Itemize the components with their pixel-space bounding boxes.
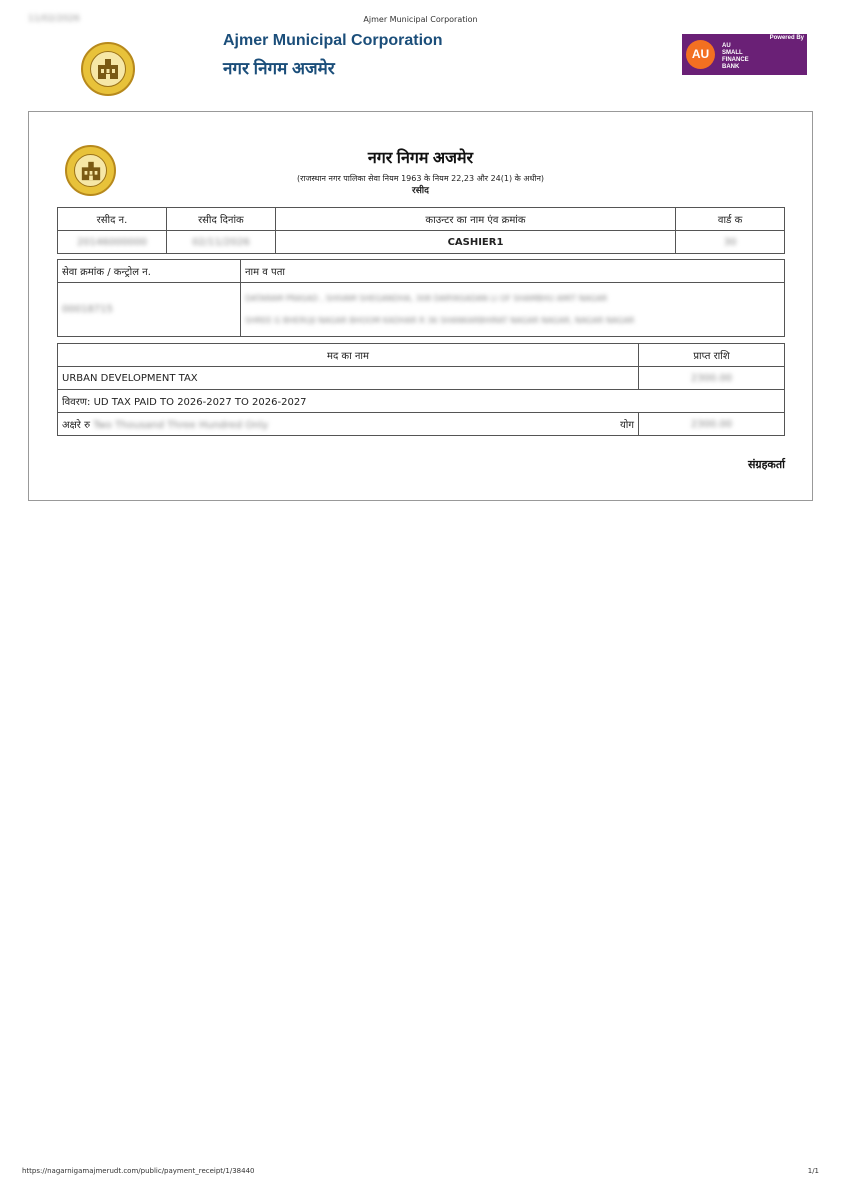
amount-in-words-row bbox=[58, 413, 639, 436]
in-words-value: Two Thousand Three Hundred Only bbox=[93, 420, 269, 431]
counter-header: काउन्टर का नाम एंव क्रमांक bbox=[275, 208, 675, 231]
counter-value: CASHIER1 bbox=[275, 231, 675, 254]
item-name-value: URBAN DEVELOPMENT TAX bbox=[58, 367, 639, 390]
receipt-no-header: रसीद न. bbox=[58, 208, 167, 231]
payment-table bbox=[57, 343, 785, 436]
description: विवरण: UD TAX PAID TO 2026-2027 TO 2026-2027 bbox=[58, 390, 785, 413]
header-title-en: Ajmer Municipal Corporation bbox=[223, 32, 443, 49]
item-amount-value: 2300.00 bbox=[639, 367, 785, 390]
print-title: Ajmer Municipal Corporation bbox=[363, 15, 478, 24]
receipt-no-value: 20146000000 bbox=[58, 231, 167, 254]
print-page-number: 1/1 bbox=[807, 1167, 819, 1175]
receipt-doc-type: रसीद bbox=[412, 186, 429, 196]
au-logo-icon: AU bbox=[686, 40, 715, 69]
receipt-subtitle: (राजस्थान नगर पालिका सेवा नियम 1963 के नियम 22,23 और 24(1) के अधीन) bbox=[296, 174, 545, 183]
receipt-date-value: 02/11/2026 bbox=[166, 231, 275, 254]
receipt-info-table bbox=[57, 207, 785, 254]
service-no-value: 00018715 bbox=[58, 283, 241, 337]
building-icon bbox=[95, 57, 121, 81]
bank-name: AU SMALL FINANCE BANK bbox=[722, 43, 749, 70]
item-name-header: मद का नाम bbox=[58, 344, 639, 367]
customer-table bbox=[57, 259, 785, 337]
amc-seal-logo bbox=[81, 42, 135, 96]
in-words-label: अक्षरे रु bbox=[62, 420, 91, 431]
print-url: https://nagarnigamajmerudt.com/public/payment_receipt/1/38440 bbox=[22, 1167, 255, 1175]
total-label: योग bbox=[619, 420, 634, 431]
receipt-date-header: रसीद दिनांक bbox=[166, 208, 275, 231]
name-address-header: नाम व पता bbox=[241, 260, 785, 283]
total-amount-value: 2300.00 bbox=[639, 413, 785, 436]
header-title-hi: नगर निगम अजमेर bbox=[223, 59, 335, 78]
ward-header: वार्ड क bbox=[676, 208, 785, 231]
name-address-value: DATARAM PRASAD , SHIVAM SHEGANDHA, 308 DARYASADAN LI OF SHAMBHU AMIT NAGAR SHREE G BHERUJI NAGAR BHOOM KADHAR R 36 SHANKARBHIRAT NAGAR NAGAR, NAGAR NAGAR bbox=[241, 283, 785, 337]
ward-value: 30 bbox=[676, 231, 785, 254]
collector-signature-label: संग्रहकर्ता bbox=[747, 458, 785, 471]
powered-by-label: Powered By bbox=[769, 35, 804, 41]
print-date: 11/02/2026 bbox=[28, 14, 80, 24]
au-bank-badge bbox=[682, 34, 807, 75]
receipt-title: नगर निगम अजमेर bbox=[367, 150, 474, 167]
amount-header: प्राप्त राशि bbox=[639, 344, 785, 367]
service-no-header: सेवा क्रमांक / कन्ट्रोल न. bbox=[58, 260, 241, 283]
